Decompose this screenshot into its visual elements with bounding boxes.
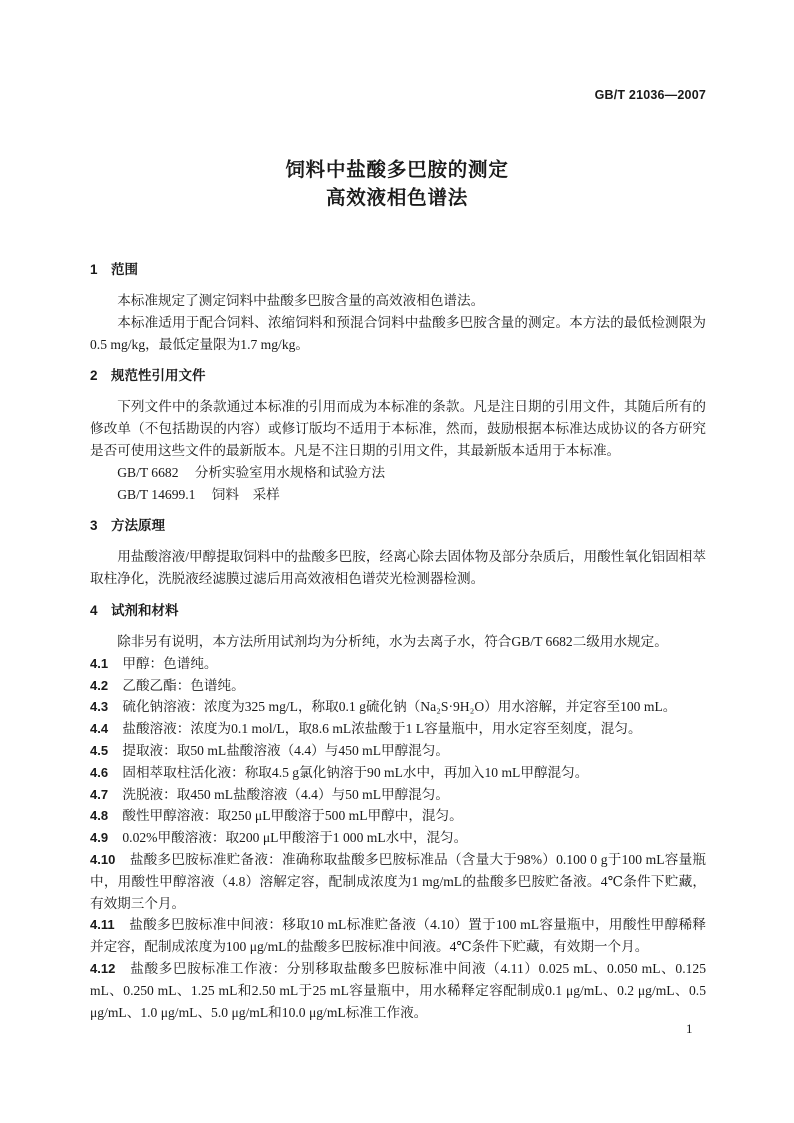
clause-number: 4.9 — [90, 830, 109, 846]
paragraph: 本标准适用于配合饲料、浓缩饲料和预混合饲料中盐酸多巴胺含量的测定。本方法的最低检测限为0.5 mg/kg，最低定量限为1.7 mg/kg。 — [90, 314, 706, 352]
section-heading — [90, 259, 706, 281]
section-heading — [90, 365, 706, 387]
paragraph: 除非另有说明，本方法所用试剂均为分析纯，水为去离子水，符合GB/T 6682二级用水规定。 — [117, 633, 668, 649]
reference-code: GB/T 6682 — [117, 464, 179, 480]
clause-item — [90, 675, 706, 697]
standard-number: GB/T 21036—2007 — [594, 88, 706, 102]
clause-text: 甲醇：色谱纯。 — [122, 655, 218, 671]
clause-text: 盐酸多巴胺标准贮备液：准确称取盐酸多巴胺标准品（含量大于98%）0.100 0 g于100 mL容量瓶中，用酸性甲醇溶液（4.8）溶解定容，配制成浓度为1 mg/mL的盐酸多巴胺贮备液。4℃条件下贮藏，有效期三个月。 — [90, 851, 706, 911]
clause-text: 固相萃取柱活化液：称取4.5 g氯化钠溶于90 mL水中，再加入10 mL甲醇混匀。 — [122, 764, 589, 780]
title-main: 饲料中盐酸多巴胺的测定 — [285, 159, 509, 181]
reference-title: 饲料 采样 — [211, 486, 280, 502]
paragraph: 用盐酸溶液/甲醇提取饲料中的盐酸多巴胺，经离心除去固体物及部分杂质后，用酸性氧化铝固相萃取柱净化，洗脱液经滤膜过滤后用高效液相色谱荧光检测器检测。 — [90, 549, 706, 587]
clause-text: 乙酸乙酯：色谱纯。 — [122, 677, 245, 693]
clause-item — [90, 914, 706, 958]
clause-item — [90, 805, 706, 827]
section-number: 2 — [90, 368, 98, 384]
section-title: 试剂和材料 — [111, 602, 179, 618]
clause-number: 4.12 — [90, 960, 116, 976]
reference-title: 分析实验室用水规格和试验方法 — [194, 464, 386, 480]
document-body — [90, 259, 706, 1023]
clause-item — [90, 849, 706, 914]
paragraph: 本标准规定了测定饲料中盐酸多巴胺含量的高效液相色谱法。 — [117, 293, 485, 308]
clause-item — [90, 718, 706, 740]
clause-text: 酸性甲醇溶液：取250 μL甲酸溶于500 mL甲醇中，混匀。 — [122, 808, 463, 824]
clause-number: 4.6 — [90, 764, 109, 780]
document-title — [0, 156, 794, 212]
clause-text: 洗脱液：取450 mL盐酸溶液（4.4）与50 mL甲醇混匀。 — [122, 786, 449, 802]
section-principle — [90, 515, 706, 590]
clause-number: 4.4 — [90, 721, 109, 737]
clause-item — [90, 827, 706, 849]
clause-number: 4.1 — [90, 655, 109, 671]
clause-text: 0.02%甲酸溶液：取200 μL甲酸溶于1 000 mL水中，混匀。 — [122, 830, 468, 846]
section-normative-references — [90, 365, 706, 505]
clause-number: 4.8 — [90, 808, 109, 824]
clause-item — [90, 740, 706, 762]
clause-item — [90, 762, 706, 784]
reference-code: GB/T 14699.1 — [117, 486, 196, 502]
clause-number: 4.3 — [90, 699, 109, 715]
clause-text: 盐酸多巴胺标准工作液：分别移取盐酸多巴胺标准中间液（4.11）0.025 mL、0.050 mL、0.125 mL、0.250 mL、1.25 mL和2.50 mL于25 mL容量瓶中，用水稀释定容配制成0.1 μg/mL、0.2 μg/mL、0.5 μg/mL、1.0 μg/mL、5.0 μg/mL和10.0 μg/mL标准工作液。 — [90, 960, 706, 1020]
clause-text: 提取液：取50 mL盐酸溶液（4.4）与450 mL甲醇混匀。 — [122, 742, 449, 758]
section-title: 范围 — [111, 262, 139, 277]
section-scope — [90, 259, 706, 355]
section-title: 方法原理 — [111, 518, 166, 534]
clause-number: 4.5 — [90, 742, 109, 758]
reference-item — [90, 462, 706, 484]
clause-item — [90, 958, 706, 1023]
section-heading — [90, 515, 706, 537]
reference-item — [90, 484, 706, 506]
clause-item — [90, 784, 706, 806]
clause-number: 4.2 — [90, 677, 109, 693]
clause-number: 4.10 — [90, 851, 116, 867]
clause-number: 4.11 — [90, 917, 115, 933]
clause-number: 4.7 — [90, 786, 109, 802]
page-number: 1 — [686, 1021, 693, 1036]
title-sub: 高效液相色谱法 — [325, 187, 469, 209]
clause-text: 硫化钠溶液：浓度为325 mg/L，称取0.1 g硫化钠（Na₂S·9H₂O）用水溶解，并定容至100 mL。 — [122, 699, 677, 715]
clause-text: 盐酸溶液：浓度为0.1 mol/L，取8.6 mL浓盐酸于1 L容量瓶中，用水定容至刻度，混匀。 — [122, 721, 642, 737]
section-number: 3 — [90, 518, 98, 534]
clause-item — [90, 653, 706, 675]
section-heading — [90, 600, 706, 622]
section-number: 1 — [90, 262, 98, 277]
section-reagents — [90, 600, 706, 1023]
section-title: 规范性引用文件 — [111, 368, 206, 384]
section-number: 4 — [90, 602, 98, 618]
clause-text: 盐酸多巴胺标准中间液：移取10 mL标准贮备液（4.10）置于100 mL容量瓶中，用酸性甲醇稀释并定容，配制成浓度为100 μg/mL的盐酸多巴胺标准中间液。4℃条件下贮藏，有效期一个月。 — [90, 917, 706, 955]
clause-item — [90, 696, 706, 718]
paragraph: 下列文件中的条款通过本标准的引用而成为本标准的条款。凡是注日期的引用文件，其随后所有的修改单（不包括勘误的内容）或修订版均不适用于本标准，然而，鼓励根据本标准达成协议的各方研究是否可使用这些文件的最新版本。凡是不注日期的引用文件，其最新版本适用于本标准。 — [90, 399, 706, 458]
